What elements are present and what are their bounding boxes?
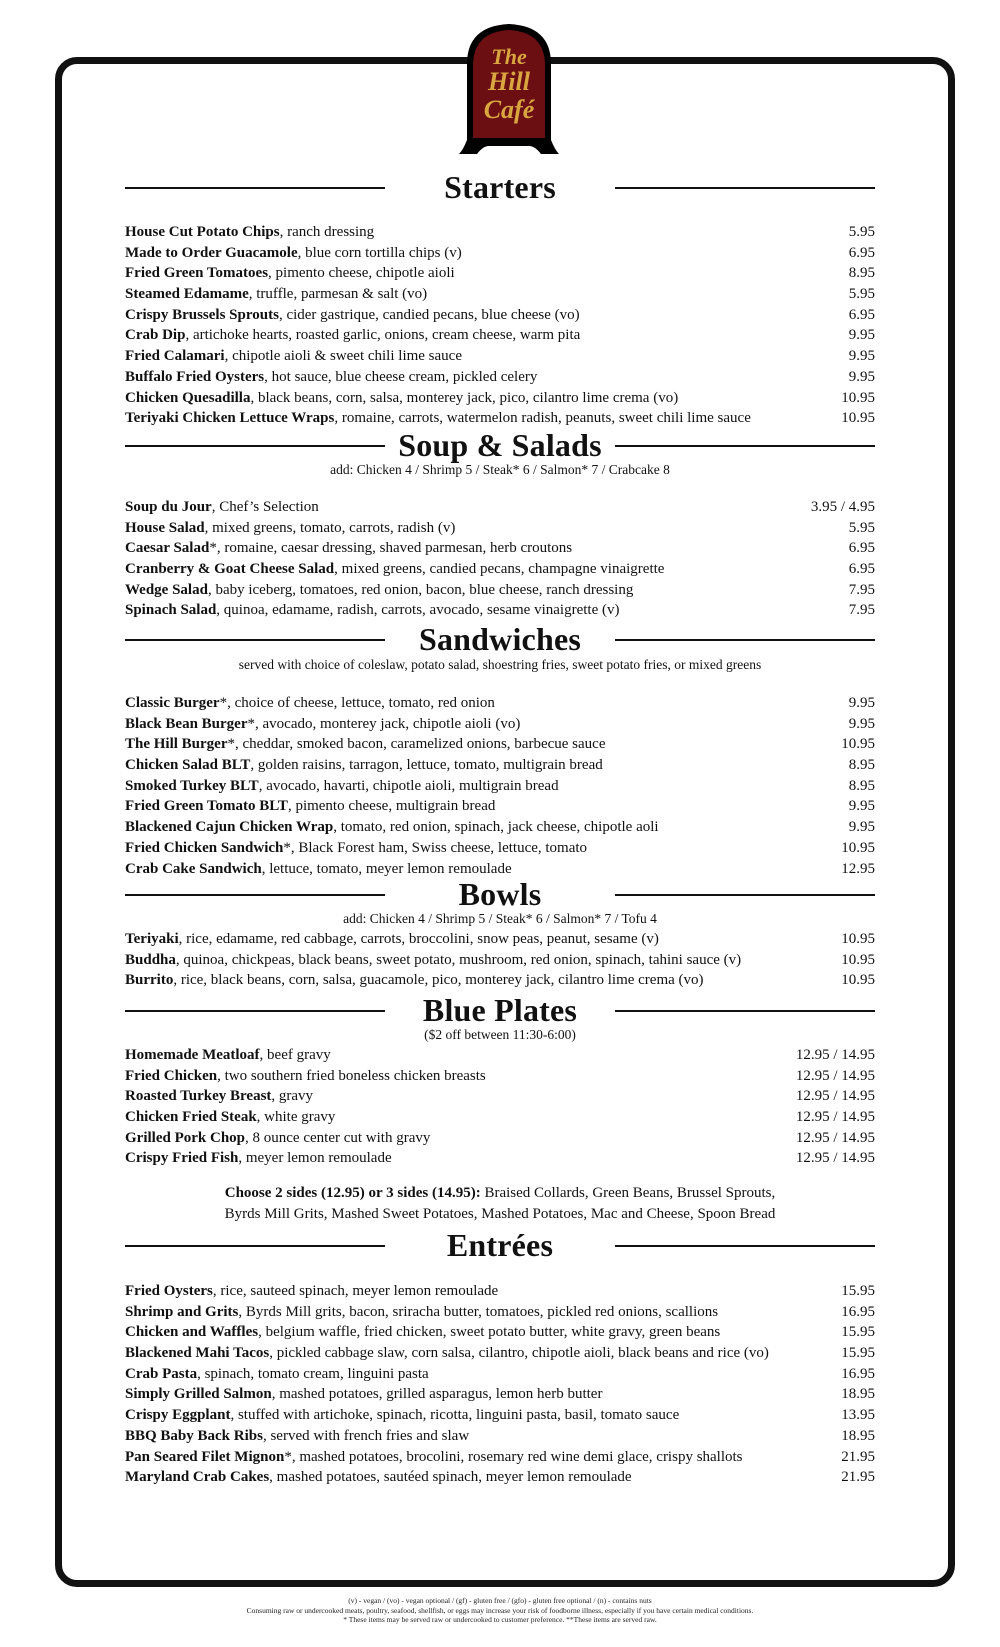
menu-item-name: Teriyaki <box>125 931 179 947</box>
menu-item-description: , white gravy <box>256 1109 336 1126</box>
menu-item-text <box>125 1045 331 1066</box>
menu-item <box>125 1045 875 1066</box>
menu-item-price: 21.95 <box>841 1469 875 1486</box>
divider-line <box>615 894 875 896</box>
menu-item <box>125 1384 875 1405</box>
menu-item-price: 16.95 <box>841 1303 875 1320</box>
menu-item-name: House Cut Potato Chips <box>125 224 280 240</box>
menu-item-description: , hot sauce, blue cheese cream, pickled celery <box>264 368 538 385</box>
menu-item-name: Pan Seared Filet Mignon <box>125 1448 285 1465</box>
menu-item-name: Burrito <box>125 972 174 989</box>
menu-item-text <box>125 1405 679 1426</box>
menu-item-text <box>125 1426 469 1447</box>
menu-item-price: 10.95 <box>841 410 875 427</box>
menu-item-name: Fried Chicken Sandwich <box>125 839 284 856</box>
menu-item-text <box>125 714 520 735</box>
menu-item-description: , stuffed with artichoke, spinach, ricotta, linguini pasta, basil, tomato sauce <box>230 1407 680 1424</box>
menu-item-price: 5.95 <box>848 286 875 303</box>
menu-item <box>125 497 875 518</box>
menu-item-price: 7.95 <box>848 581 875 598</box>
menu-item-description: , quinoa, edamame, radish, carrots, avocado, sesame vinaigrette (v) <box>216 602 620 619</box>
menu-item-name: Fried Green Tomatoes <box>125 265 269 282</box>
menu-item-name: Blackened Cajun Chicken Wrap <box>125 819 334 836</box>
menu-item-text <box>125 518 455 539</box>
menu-item-name: House Salad <box>125 519 205 536</box>
menu-item-description: *, Black Forest ham, Swiss cheese, lettuce, tomato <box>283 839 588 856</box>
menu-item-name: Crab Dip <box>125 327 186 344</box>
menu-item-description: , pimento cheese, chipotle aioli <box>268 265 455 282</box>
menu-item-name: Classic Burger <box>125 695 220 711</box>
menu-item-text <box>125 367 537 388</box>
section-title-sandwiches: Sandwiches <box>418 621 582 657</box>
menu-item-price: 9.95 <box>848 327 875 344</box>
menu-item-text <box>125 1107 335 1128</box>
menu-item-price: 3.95 / 4.95 <box>810 499 875 515</box>
menu-item-text <box>125 1066 486 1087</box>
menu-item-price: 12.95 / 14.95 <box>795 1129 875 1146</box>
menu-item <box>125 950 875 971</box>
menu-item-text <box>125 1128 430 1149</box>
menu-item-text <box>125 497 319 518</box>
menu-item-name: Crispy Eggplant <box>125 1407 231 1424</box>
menu-item-name: Crab Pasta <box>125 1365 198 1382</box>
menu-item-text <box>125 838 587 859</box>
menu-item-price: 5.95 <box>848 519 875 536</box>
menu-item <box>125 1364 875 1385</box>
menu-item-description: , rice, sauteed spinach, meyer lemon remoulade <box>212 1283 499 1299</box>
menu-item-text <box>125 1281 498 1302</box>
menu-item-text <box>125 817 659 838</box>
divider-line <box>615 639 875 641</box>
menu-item-description: , mashed potatoes, grilled asparagus, lemon herb butter <box>271 1386 603 1403</box>
menu-item-description: , golden raisins, tarragon, lettuce, tomato, multigrain bread <box>250 757 603 774</box>
menu-item-description: , 8 ounce center cut with gravy <box>245 1129 431 1146</box>
menu-item-description: , Byrds Mill grits, bacon, sriracha butter, tomatoes, pickled red onions, scallions <box>238 1303 719 1320</box>
blue-plates-discount-note: ($2 off between 11:30-6:00) <box>424 1027 576 1042</box>
menu-item-description: , belgium waffle, fried chicken, sweet potato butter, white gravy, green beans <box>258 1324 721 1341</box>
menu-item-price: 8.95 <box>848 777 875 794</box>
menu-item-name: Chicken Quesadilla <box>125 389 251 406</box>
raw-items-note: * These items may be served raw or undercooked to customer preference. **These items are served raw. <box>343 1615 657 1625</box>
menu-item <box>125 817 875 838</box>
menu-item-name: Maryland Crab Cakes <box>125 1469 270 1486</box>
menu-item-description: , chipotle aioli & sweet chili lime sauce <box>224 348 462 365</box>
menu-item-description: , truffle, parmesan & salt (vo) <box>248 286 428 303</box>
menu-item-name: The Hill Burger <box>125 736 228 753</box>
menu-item-text <box>125 388 678 409</box>
menu-item-text <box>125 1384 602 1405</box>
menu-item-description: , black beans, corn, salsa, monterey jack, pico, cilantro lime crema (vo) <box>250 389 679 406</box>
entrees-list <box>125 1281 875 1488</box>
menu-item-text <box>125 776 559 797</box>
menu-item <box>125 222 875 243</box>
menu-item <box>125 367 875 388</box>
menu-item-name: Shrimp and Grits <box>125 1303 239 1320</box>
menu-item <box>125 1467 875 1488</box>
menu-item-price: 18.95 <box>841 1386 875 1403</box>
menu-item-price: 9.95 <box>848 819 875 836</box>
menu-item-price: 18.95 <box>841 1427 875 1444</box>
menu-item-description: *, romaine, caesar dressing, shaved parmesan, herb croutons <box>209 540 573 557</box>
menu-item-description: , quinoa, chickpeas, black beans, sweet potato, mushroom, red onion, spinach, tahini sauce (v) <box>175 951 742 968</box>
menu-item-description: , cider gastrique, candied pecans, blue cheese (vo) <box>278 306 580 323</box>
menu-item-name: Homemade Meatloaf <box>125 1047 260 1063</box>
menu-item-name: BBQ Baby Back Ribs <box>125 1427 263 1444</box>
menu-item <box>125 243 875 264</box>
menu-item <box>125 970 875 991</box>
menu-item-text <box>125 305 580 326</box>
menu-item-name: Crab Cake Sandwich <box>125 860 262 877</box>
menu-item <box>125 325 875 346</box>
menu-item-description: , lettuce, tomato, meyer lemon remoulade <box>261 860 512 877</box>
sandwiches-list <box>125 693 875 879</box>
menu-item <box>125 1343 875 1364</box>
sides-choice-label: Choose 2 sides (12.95) or 3 sides (14.95): <box>224 1185 481 1201</box>
menu-item-name: Made to Order Guacamole <box>125 244 298 261</box>
menu-item-description: , romaine, carrots, watermelon radish, peanuts, sweet chili lime sauce <box>334 410 751 427</box>
menu-item-description: , pickled cabbage slaw, corn salsa, cilantro, chipotle aioli, black beans and rice (vo) <box>269 1345 769 1362</box>
menu-item-description: , rice, edamame, red cabbage, carrots, broccolini, snow peas, peanut, sesame (v) <box>178 931 659 947</box>
menu-item-price: 10.95 <box>841 736 875 753</box>
menu-item-price: 9.95 <box>848 715 875 732</box>
blue-plates-list <box>125 1045 875 1169</box>
section-header-entrees <box>125 1225 875 1267</box>
menu-item <box>125 1322 875 1343</box>
menu-item-text <box>125 346 462 367</box>
menu-item-price: 5.95 <box>848 224 875 240</box>
menu-item-name: Caesar Salad <box>125 540 210 557</box>
menu-item-price: 12.95 / 14.95 <box>795 1109 875 1126</box>
menu-item-name: Fried Chicken <box>125 1067 218 1084</box>
section-title-starters: Starters <box>444 169 556 205</box>
menu-item-text <box>125 929 659 950</box>
menu-item-price: 10.95 <box>841 839 875 856</box>
menu-item-description: , baby iceberg, tomatoes, red onion, bacon, blue cheese, ranch dressing <box>207 581 634 598</box>
sides-list-part-2: Byrds Mill Grits, Mashed Sweet Potatoes, Mashed Potatoes, Mac and Cheese, Spoon Bread <box>224 1205 776 1222</box>
section-header-sandwiches <box>125 619 875 661</box>
section-title-soup-salads: Soup & Salads <box>398 427 602 463</box>
menu-item-price: 12.95 / 14.95 <box>795 1150 875 1167</box>
menu-item <box>125 559 875 580</box>
menu-item-name: Roasted Turkey Breast <box>125 1088 272 1105</box>
menu-item-description: , mixed greens, candied pecans, champagne vinaigrette <box>334 561 665 578</box>
menu-item-description: , artichoke hearts, roasted garlic, onions, cream cheese, warm pita <box>185 327 581 344</box>
menu-item <box>125 1086 875 1107</box>
menu-item-text <box>125 1467 632 1488</box>
menu-item-text <box>125 538 572 559</box>
menu-item-text <box>125 1447 743 1468</box>
consumption-warning: Consuming raw or undercooked meats, poultry, seafood, shellfish, or eggs may increase your risk of foodborne illness, especially if you have certain medical conditions. <box>246 1605 754 1615</box>
menu-item-price: 10.95 <box>841 951 875 968</box>
menu-item-name: Crispy Brussels Sprouts <box>125 306 279 323</box>
menu-item-price: 15.95 <box>841 1324 875 1341</box>
menu-item <box>125 346 875 367</box>
soup-salads-addons-note: add: Chicken 4 / Shrimp 5 / Steak* 6 / Salmon* 7 / Crabcake 8 <box>330 462 670 477</box>
sandwiches-sides-note: served with choice of coleslaw, potato salad, shoestring fries, sweet potato fries, or mixed greens <box>238 657 762 672</box>
section-title-blue-plates: Blue Plates <box>422 992 578 1028</box>
bowls-list <box>125 929 875 991</box>
menu-item-price: 9.95 <box>848 368 875 385</box>
starters-list <box>125 222 875 429</box>
menu-item <box>125 1281 875 1302</box>
menu-item <box>125 838 875 859</box>
menu-item-price: 10.95 <box>841 972 875 989</box>
menu-item-price: 12.95 / 14.95 <box>795 1047 875 1063</box>
menu-item-description: , pimento cheese, multigrain bread <box>287 798 496 815</box>
section-header-starters <box>125 167 875 209</box>
menu-item-name: Crispy Fried Fish <box>125 1150 239 1167</box>
menu-item-name: Buffalo Fried Oysters <box>125 368 265 385</box>
menu-item-name: Chicken Salad BLT <box>125 757 251 774</box>
menu-item-text <box>125 796 495 817</box>
menu-item-description: , ranch dressing <box>279 224 375 240</box>
menu-item-name: Chicken and Waffles <box>125 1324 259 1341</box>
menu-item-name: Fried Green Tomato BLT <box>125 798 288 815</box>
menu-item-price: 9.95 <box>848 695 875 711</box>
menu-item-name: Chicken Fried Steak <box>125 1109 257 1126</box>
menu-item-price: 10.95 <box>841 931 875 947</box>
the-hill-cafe-logo <box>455 20 563 158</box>
menu-item-text <box>125 243 462 264</box>
divider-line <box>615 187 875 189</box>
menu-item <box>125 796 875 817</box>
menu-item-description: , gravy <box>271 1088 314 1105</box>
menu-item-text <box>125 263 455 284</box>
menu-item-description: , two southern fried boneless chicken breasts <box>217 1067 486 1084</box>
menu-item-description: , avocado, havarti, chipotle aioli, multigrain bread <box>258 777 559 794</box>
menu-item-name: Fried Calamari <box>125 348 225 365</box>
menu-item-price: 21.95 <box>841 1448 875 1465</box>
menu-item-price: 15.95 <box>841 1345 875 1362</box>
menu-item-description: , beef gravy <box>259 1047 331 1063</box>
menu-item-price: 15.95 <box>841 1283 875 1299</box>
menu-item <box>125 755 875 776</box>
menu-item-name: Black Bean Burger <box>125 715 248 732</box>
menu-item-price: 6.95 <box>848 306 875 323</box>
menu-item <box>125 1405 875 1426</box>
menu-item-description: *, avocado, monterey jack, chipotle aioli (vo) <box>247 715 521 732</box>
menu-item-description: , mixed greens, tomato, carrots, radish (v) <box>204 519 456 536</box>
menu-item <box>125 1066 875 1087</box>
menu-item-price: 6.95 <box>848 540 875 557</box>
menu-item-description: *, mashed potatoes, brocolini, rosemary red wine demi glace, crispy shallots <box>284 1448 743 1465</box>
menu-item <box>125 388 875 409</box>
menu-item-name: Grilled Pork Chop <box>125 1129 246 1146</box>
sides-line-1 <box>125 1183 875 1204</box>
section-title-entrees: Entrées <box>446 1227 554 1263</box>
menu-item-text <box>125 580 633 601</box>
sides-list-part-1: Braised Collards, Green Beans, Brussel Sprouts, <box>480 1185 776 1201</box>
menu-item-text <box>125 1148 392 1169</box>
section-title-bowls: Bowls <box>458 876 542 912</box>
menu-item-description: , meyer lemon remoulade <box>238 1150 392 1167</box>
menu-item <box>125 305 875 326</box>
menu-item-text <box>125 284 427 305</box>
blue-plates-sides <box>125 1183 875 1224</box>
menu-item <box>125 1107 875 1128</box>
menu-item-text <box>125 950 741 971</box>
menu-item-price: 16.95 <box>841 1365 875 1382</box>
menu-item <box>125 1426 875 1447</box>
menu-item-description: , blue corn tortilla chips (v) <box>297 244 462 261</box>
menu-item-name: Teriyaki Chicken Lettuce Wraps <box>125 410 335 427</box>
menu-item-name: Simply Grilled Salmon <box>125 1386 272 1403</box>
divider-line <box>615 1010 875 1012</box>
menu-item <box>125 538 875 559</box>
bowls-addons-note: add: Chicken 4 / Shrimp 5 / Steak* 6 / Salmon* 7 / Tofu 4 <box>343 911 657 926</box>
menu-item <box>125 518 875 539</box>
menu-item-description: , served with french fries and slaw <box>262 1427 470 1444</box>
menu-item-price: 13.95 <box>841 1407 875 1424</box>
menu-item-description: , tomato, red onion, spinach, jack cheese, chipotle aoli <box>333 819 659 836</box>
menu-item-price: 6.95 <box>848 561 875 578</box>
menu-item-text <box>125 1302 718 1323</box>
menu-item <box>125 580 875 601</box>
menu-item-name: Steamed Edamame <box>125 286 249 303</box>
menu-item-name: Soup du Jour <box>125 499 212 515</box>
menu-item-text <box>125 1086 313 1107</box>
menu-item-text <box>125 1343 769 1364</box>
menu-item <box>125 734 875 755</box>
menu-item-name: Cranberry & Goat Cheese Salad <box>125 561 335 578</box>
menu-item-description: *, choice of cheese, lettuce, tomato, red onion <box>219 695 495 711</box>
menu-item-name: Blackened Mahi Tacos <box>125 1345 270 1362</box>
divider-line <box>615 445 875 447</box>
logo-text-hill: Hill <box>488 67 530 96</box>
menu-item-price: 8.95 <box>848 265 875 282</box>
divider-line <box>615 1245 875 1247</box>
menu-item-name: Fried Oysters <box>125 1283 213 1299</box>
menu-item <box>125 1128 875 1149</box>
menu-item-name: Spinach Salad <box>125 602 217 619</box>
menu-item <box>125 776 875 797</box>
menu-item-price: 8.95 <box>848 757 875 774</box>
menu-item-price: 12.95 / 14.95 <box>795 1067 875 1084</box>
menu-item-price: 6.95 <box>848 244 875 261</box>
menu-item-text <box>125 559 664 580</box>
menu-item-price: 10.95 <box>841 389 875 406</box>
menu-item <box>125 714 875 735</box>
menu-item-price: 12.95 <box>841 860 875 877</box>
menu-item-text <box>125 1364 429 1385</box>
menu-item-description: , spinach, tomato cream, linguini pasta <box>197 1365 429 1382</box>
menu-item-text <box>125 970 704 991</box>
menu-item-description: *, cheddar, smoked bacon, caramelized onions, barbecue sauce <box>227 736 606 753</box>
menu-item-name: Smoked Turkey BLT <box>125 777 259 794</box>
menu-item-name: Wedge Salad <box>125 581 208 598</box>
menu-item <box>125 693 875 714</box>
menu-item-description: , rice, black beans, corn, salsa, guacamole, pico, monterey jack, cilantro lime crema (vo) <box>173 972 704 989</box>
dietary-legend: (v) - vegan / (vo) - vegan optional / (gf) - gluten free / (gfo) - gluten free optional / (n) - contains nuts <box>348 1596 652 1605</box>
menu-item <box>125 284 875 305</box>
menu-footer-disclaimer <box>125 1596 875 1625</box>
menu-item <box>125 1447 875 1468</box>
menu-item-price: 7.95 <box>848 602 875 619</box>
menu-item-price: 9.95 <box>848 348 875 365</box>
menu-item-name: Buddha <box>125 951 176 968</box>
menu-item-text <box>125 755 603 776</box>
menu-item <box>125 929 875 950</box>
menu-item-text <box>125 325 580 346</box>
menu-item-price: 12.95 / 14.95 <box>795 1088 875 1105</box>
menu-item-text <box>125 693 495 714</box>
logo-text-the: The <box>491 44 527 69</box>
menu-item <box>125 1148 875 1169</box>
menu-item-text <box>125 734 605 755</box>
logo-text-cafe: Café <box>483 95 535 124</box>
menu-item-description: , mashed potatoes, sautéed spinach, meyer lemon remoulade <box>269 1469 632 1486</box>
menu-item <box>125 263 875 284</box>
menu-item-price: 9.95 <box>848 798 875 815</box>
menu-item-text <box>125 222 374 243</box>
soup-salads-list <box>125 497 875 621</box>
menu-item-description: , Chef’s Selection <box>211 499 319 515</box>
menu-item-text <box>125 1322 720 1343</box>
menu-item <box>125 1302 875 1323</box>
